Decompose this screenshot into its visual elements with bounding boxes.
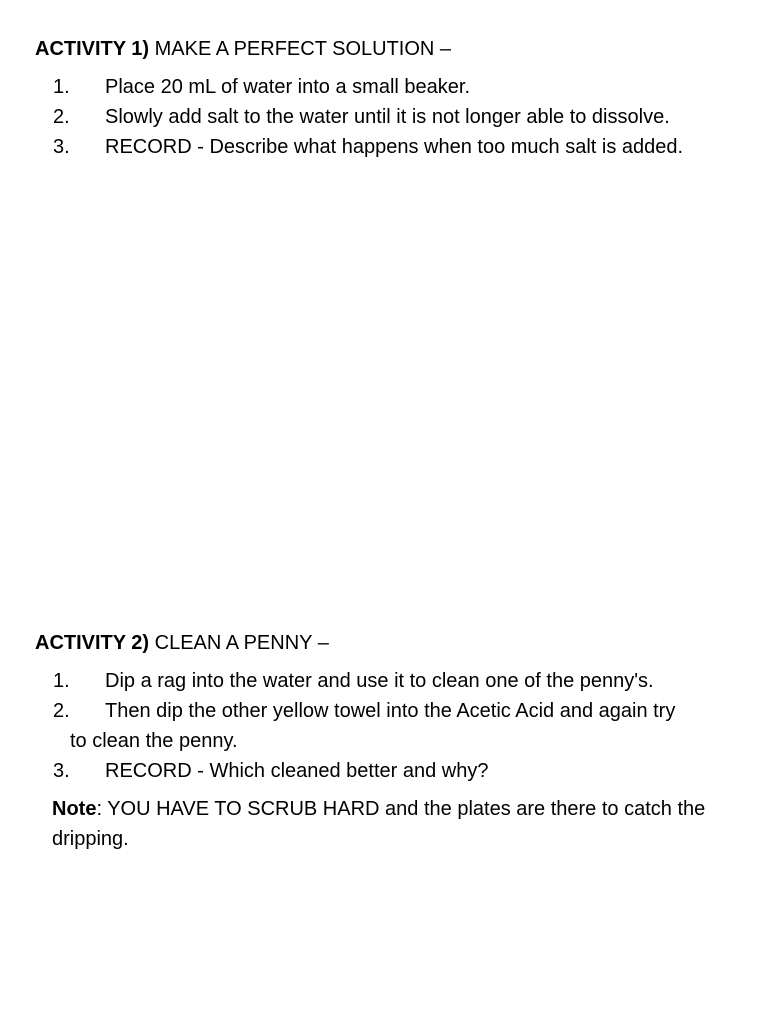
step-number: 2. [53, 106, 70, 128]
step-text: Place 20 mL of water into a small beaker. [105, 76, 470, 98]
step-number: 3. [53, 760, 70, 782]
activity-1-label: ACTIVITY 1) [35, 38, 150, 60]
step-text: Dip a rag into the water and use it to clean one of the penny's. [105, 670, 654, 692]
step-number: 1. [53, 670, 70, 692]
activity-2-title: CLEAN A PENNY – [149, 632, 329, 654]
note-label: Note [52, 798, 97, 820]
activity-1-heading [35, 34, 735, 64]
activity-2-label: ACTIVITY 2) [35, 632, 150, 654]
activity-2-heading [35, 628, 735, 658]
activity-1-step [35, 132, 735, 162]
activity-2-note [52, 794, 732, 854]
step-number: 3. [53, 136, 70, 158]
step-text-continued: to clean the penny. [70, 730, 238, 752]
activity-1-step [35, 72, 735, 102]
activity-1-step [35, 102, 735, 132]
activity-1-title: MAKE A PERFECT SOLUTION – [149, 38, 452, 60]
activity-2-step [35, 696, 735, 756]
activity-2-steps [35, 666, 735, 786]
activity-2-step [35, 666, 735, 696]
activity-1-section [35, 34, 735, 162]
step-number: 2. [53, 700, 70, 722]
note-text: : YOU HAVE TO SCRUB HARD and the plates are there to catch the dripping. [52, 798, 706, 850]
step-text: RECORD - Which cleaned better and why? [105, 760, 489, 782]
activity-1-steps [35, 72, 735, 162]
activity-2-step [35, 756, 735, 786]
step-number: 1. [53, 76, 70, 98]
step-text: Then dip the other yellow towel into the Acetic Acid and again try [105, 700, 676, 722]
step-text: RECORD - Describe what happens when too much salt is added. [105, 136, 684, 158]
activity-2-section [35, 628, 735, 854]
step-text: Slowly add salt to the water until it is not longer able to dissolve. [105, 106, 670, 128]
